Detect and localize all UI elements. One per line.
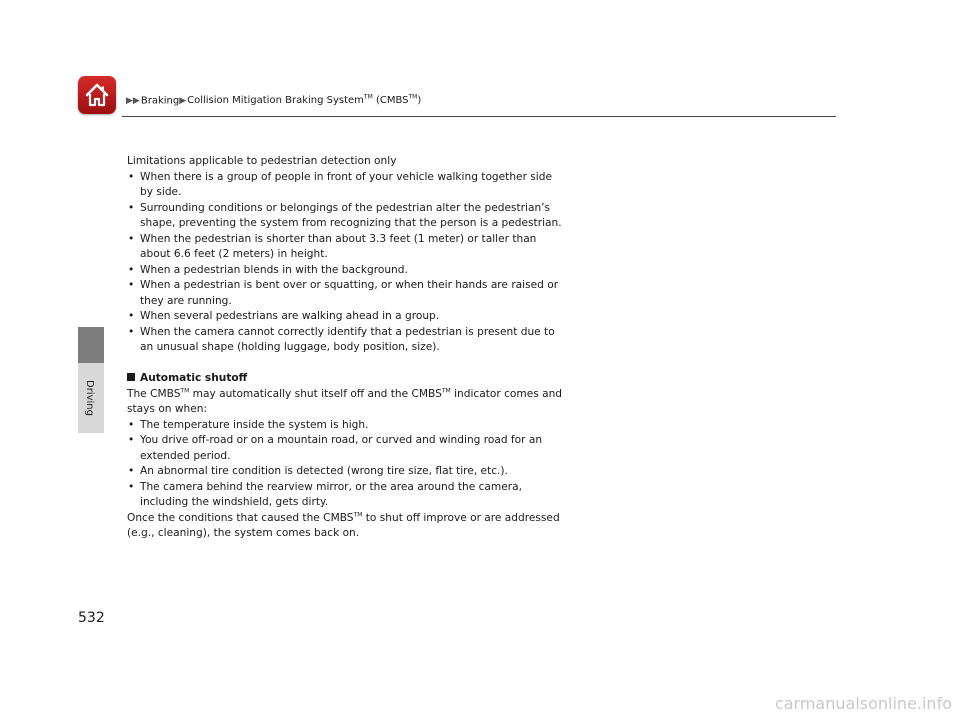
limitations-list: [127, 170, 567, 356]
side-tab-marker: [78, 327, 104, 363]
home-icon: [83, 81, 111, 109]
shutoff-intro: The CMBS™ may automatically shut itself off and the CMBS™ indicator comes and stays on when:: [127, 386, 563, 415]
side-tab-label: Driving: [84, 380, 95, 416]
limitations-intro: Limitations applicable to pedestrian detection only: [127, 155, 397, 167]
list-item: • You drive off-road or on a mountain road, or curved and winding road for an extended period.: [127, 433, 567, 464]
list-item: • The camera behind the rearview mirror, or the area around the camera, including the windshield, gets dirty.: [127, 480, 567, 511]
list-item: • When the camera cannot correctly identify that a pedestrian is present due to an unusual shape (holding luggage, body position, size).: [127, 325, 567, 356]
watermark: carmanualsonline.info: [774, 694, 952, 713]
header-divider: [122, 116, 836, 117]
shutoff-list: [127, 418, 567, 511]
list-item: • Surrounding conditions or belongings of the pedestrian alter the pedestrian’s shape, preventing the system from recognizing that the person is a pedestrian.: [127, 201, 567, 232]
page-number: 532: [78, 610, 105, 626]
list-item: • When several pedestrians are walking ahead in a group.: [127, 309, 567, 325]
breadcrumb-section[interactable]: Braking: [140, 95, 180, 107]
breadcrumb: [126, 94, 421, 106]
section-heading: Automatic shutoff: [127, 371, 567, 387]
list-item: • When the pedestrian is shorter than about 3.3 feet (1 meter) or taller than about 6.6 feet (2 meters) in height.: [127, 232, 567, 263]
list-item: • An abnormal tire condition is detected (wrong tire size, flat tire, etc.).: [127, 464, 567, 480]
main-content: [127, 154, 567, 542]
triangle-right-icon: ▶: [179, 96, 187, 107]
list-item: • When there is a group of people in front of your vehicle walking together side by side.: [127, 170, 567, 201]
triangle-right-icon: ▶▶: [126, 96, 140, 107]
list-item: • When a pedestrian blends in with the background.: [127, 263, 567, 279]
square-bullet-icon: [127, 373, 135, 381]
breadcrumb-topic[interactable]: Collision Mitigation Braking System™ (CMBS™): [187, 94, 422, 107]
list-item: • When a pedestrian is bent over or squatting, or when their hands are raised or they are running.: [127, 278, 567, 309]
shutoff-outro: Once the conditions that caused the CMBS™ to shut off improve or are addressed (e.g., cleaning), the system comes back on.: [127, 510, 560, 539]
list-item: • The temperature inside the system is high.: [127, 418, 567, 434]
home-button[interactable]: [78, 76, 116, 114]
